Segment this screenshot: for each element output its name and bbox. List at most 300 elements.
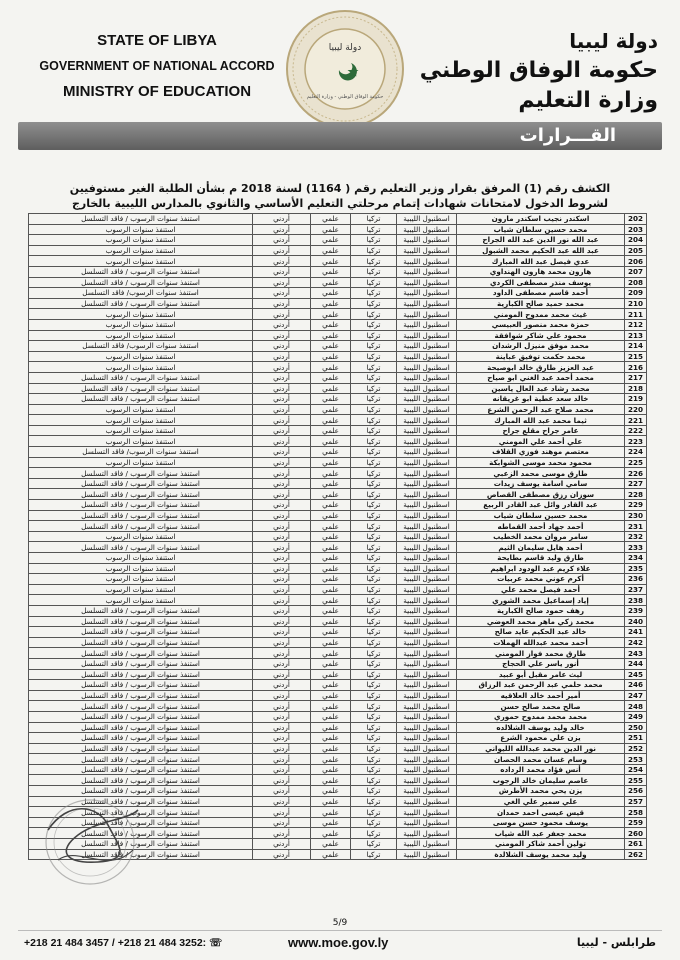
status-cell: استنفذ سنوات الرسوب / فاقد التسلسل [29,743,253,754]
nationality-cell: أردني [253,224,311,235]
student-name-cell: علي سمير علي الغي [457,796,625,807]
country-cell: تركيا [351,542,397,553]
nationality-cell: أردني [253,415,311,426]
status-cell: استنفذ سنوات الرسوب [29,563,253,574]
status-cell: استنفذ سنوات الرسوب / فاقد التسلسل [29,489,253,500]
school-cell: اسطنبول الليبية [397,457,457,468]
nationality-cell: أردني [253,425,311,436]
school-cell: اسطنبول الليبية [397,680,457,691]
country-cell: تركيا [351,404,397,415]
ministry-name-ar: وزارة التعليم [518,88,658,113]
status-cell: استنفذ سنوات الرسوب [29,330,253,341]
table-row [29,266,647,277]
phone-icon: ☏ [209,937,223,949]
student-name-cell: رهف حمود صالح الكبارية [457,605,625,616]
status-cell: استنفذ سنوات الرسوب / فاقد التسلسل [29,669,253,680]
status-cell: استنفذ سنوات الرسوب / فاقد التسلسل [29,839,253,850]
government-name-en: GOVERNMENT OF NATIONAL ACCORD [39,59,275,73]
table-row [29,637,647,648]
country-cell: تركيا [351,235,397,246]
country-cell: تركيا [351,500,397,511]
country-cell: تركيا [351,839,397,850]
student-name-cell: أحمد محمد عبدالله الهملات [457,637,625,648]
student-name-cell: عدي فيصل عبد الله المبارك [457,256,625,267]
student-name-cell: عبد العزيز طارق خالد ابوصيحة [457,362,625,373]
status-cell: استنفذ سنوات الرسوب / فاقد التسلسل [29,764,253,775]
school-cell: اسطنبول الليبية [397,595,457,606]
section-cell: علمي [311,775,351,786]
status-cell: استنفذ سنوات الرسوب / فاقد التسلسل [29,680,253,691]
school-cell: اسطنبول الليبية [397,839,457,850]
row-number-cell: 213 [625,330,647,341]
nationality-cell: أردني [253,256,311,267]
footer-city: طرابلس - ليبيا [576,936,656,949]
student-name-cell: محمد حلمي عبد الرحمن عبد الرزاق [457,680,625,691]
signature-stamp [38,790,148,890]
school-cell: اسطنبول الليبية [397,605,457,616]
row-number-cell: 254 [625,764,647,775]
nationality-cell: أردني [253,690,311,701]
section-cell: علمي [311,637,351,648]
nationality-cell: أردني [253,669,311,680]
section-cell: علمي [311,521,351,532]
row-number-cell: 260 [625,828,647,839]
country-cell: تركيا [351,690,397,701]
school-cell: اسطنبول الليبية [397,447,457,458]
nationality-cell: أردني [253,849,311,860]
row-number-cell: 209 [625,288,647,299]
country-cell: تركيا [351,849,397,860]
status-cell: استنفذ سنوات الرسوب / فاقد التسلسل [29,478,253,489]
school-cell: اسطنبول الليبية [397,521,457,532]
table-row [29,701,647,712]
country-cell: تركيا [351,743,397,754]
school-cell: اسطنبول الليبية [397,341,457,352]
country-cell: تركيا [351,669,397,680]
school-cell: اسطنبول الليبية [397,288,457,299]
nationality-cell: أردني [253,616,311,627]
school-cell: اسطنبول الليبية [397,478,457,489]
country-cell: تركيا [351,786,397,797]
nationality-cell: أردني [253,764,311,775]
nationality-cell: أردني [253,277,311,288]
country-cell: تركيا [351,362,397,373]
section-cell: علمي [311,447,351,458]
decisions-title: القـــرارات [519,125,616,146]
student-name-cell: أحمد هايل سليمان الثيم [457,542,625,553]
table-row [29,775,647,786]
table-row [29,605,647,616]
student-name-cell: أحمد قاسم مصطفى الداود [457,288,625,299]
status-cell: استنفذ سنوات الرسوب [29,256,253,267]
student-name-cell: ليث عامر مقبل أبو عبيد [457,669,625,680]
section-cell: علمي [311,584,351,595]
country-cell: تركيا [351,341,397,352]
row-number-cell: 237 [625,584,647,595]
section-cell: علمي [311,701,351,712]
status-cell: استنفذ سنوات الرسوب [29,574,253,585]
student-name-cell: إياد إسماعيل محمد الشوري [457,595,625,606]
table-row [29,563,647,574]
decisions-banner [18,122,662,150]
school-cell: اسطنبول الليبية [397,807,457,818]
country-cell: تركيا [351,447,397,458]
table-row [29,595,647,606]
nationality-cell: أردني [253,553,311,564]
country-cell: تركيا [351,510,397,521]
status-cell: استنفذ سنوات الرسوب [29,425,253,436]
student-name-cell: يوسف منذر مصطفى الكردي [457,277,625,288]
student-name-cell: عاصم سليمان خالد الرجوب [457,775,625,786]
school-cell: اسطنبول الليبية [397,786,457,797]
section-cell: علمي [311,214,351,225]
school-cell: اسطنبول الليبية [397,510,457,521]
status-cell: استنفذ سنوات الرسوب [29,351,253,362]
school-cell: اسطنبول الليبية [397,415,457,426]
row-number-cell: 244 [625,658,647,669]
student-name-cell: علاء كريم عبد الودود ابراهيم [457,563,625,574]
header-english [22,32,292,110]
row-number-cell: 211 [625,309,647,320]
table-row [29,616,647,627]
row-number-cell: 241 [625,627,647,638]
country-cell: تركيا [351,468,397,479]
table-row [29,288,647,299]
table-row [29,224,647,235]
section-cell: علمي [311,542,351,553]
status-cell: استنفذ سنوات الرسوب / فاقد التسلسل [29,383,253,394]
student-name-cell: طارق وليد قاسم بطايحة [457,553,625,564]
row-number-cell: 224 [625,447,647,458]
student-name-cell: معتصم موهند فوزي القلاف [457,447,625,458]
table-row [29,415,647,426]
country-cell: تركيا [351,754,397,765]
row-number-cell: 258 [625,807,647,818]
student-name-cell: يوسف محمود حسن موسى [457,817,625,828]
student-name-cell: سامر مروان محمد الخطيب [457,531,625,542]
row-number-cell: 229 [625,500,647,511]
table-row [29,436,647,447]
student-name-cell: محمد حسين سلطان شياب [457,510,625,521]
status-cell: استنفذ سنوات الرسوب / فاقد التسلسل [29,214,253,225]
school-cell: اسطنبول الليبية [397,309,457,320]
section-cell: علمي [311,817,351,828]
school-cell: اسطنبول الليبية [397,553,457,564]
nationality-cell: أردني [253,658,311,669]
row-number-cell: 225 [625,457,647,468]
status-cell: استنفذ سنوات الرسوب / فاقد التسلسل [29,500,253,511]
row-number-cell: 236 [625,574,647,585]
country-cell: تركيا [351,658,397,669]
status-cell: استنفذ سنوات الرسوب / فاقد التسلسل [29,542,253,553]
nationality-cell: أردني [253,447,311,458]
school-cell: اسطنبول الليبية [397,277,457,288]
school-cell: اسطنبول الليبية [397,214,457,225]
row-number-cell: 227 [625,478,647,489]
status-cell: استنفذ سنوات الرسوب / فاقد التسلسل [29,817,253,828]
row-number-cell: 257 [625,796,647,807]
status-cell: استنفذ سنوات الرسوب / فاقد التسلسل [29,277,253,288]
school-cell: اسطنبول الليبية [397,764,457,775]
section-cell: علمي [311,786,351,797]
section-cell: علمي [311,478,351,489]
table-row [29,510,647,521]
section-cell: علمي [311,828,351,839]
school-cell: اسطنبول الليبية [397,235,457,246]
school-cell: اسطنبول الليبية [397,489,457,500]
row-number-cell: 205 [625,245,647,256]
section-cell: علمي [311,468,351,479]
status-cell: استنفذ سنوات الرسوب [29,404,253,415]
seal-title: دولة ليبيا [328,43,362,53]
row-number-cell: 216 [625,362,647,373]
row-number-cell: 238 [625,595,647,606]
country-cell: تركيا [351,457,397,468]
row-number-cell: 203 [625,224,647,235]
school-cell: اسطنبول الليبية [397,404,457,415]
student-name-cell: محمد جعفر عبد الله شياب [457,828,625,839]
section-cell: علمي [311,669,351,680]
student-name-cell: صالح محمد صالح حسن [457,701,625,712]
school-cell: اسطنبول الليبية [397,362,457,373]
nationality-cell: أردني [253,637,311,648]
row-number-cell: 245 [625,669,647,680]
section-cell: علمي [311,595,351,606]
section-cell: علمي [311,436,351,447]
school-cell: اسطنبول الليبية [397,648,457,659]
government-name-ar: حكومة الوفاق الوطني [419,58,658,83]
section-cell: علمي [311,849,351,860]
table-row [29,743,647,754]
row-number-cell: 232 [625,531,647,542]
school-cell: اسطنبول الليبية [397,828,457,839]
row-number-cell: 206 [625,256,647,267]
page-number: 5/9 [332,918,348,928]
section-cell: علمي [311,733,351,744]
status-cell: استنفذ سنوات الرسوب / فاقد التسلسل [29,733,253,744]
school-cell: اسطنبول الليبية [397,669,457,680]
row-number-cell: 228 [625,489,647,500]
school-cell: اسطنبول الليبية [397,722,457,733]
header-arabic [418,26,658,116]
country-cell: تركيا [351,298,397,309]
nationality-cell: أردني [253,701,311,712]
nationality-cell: أردني [253,489,311,500]
student-name-cell: علي أحمد علي المومني [457,436,625,447]
table-row [29,404,647,415]
school-cell: اسطنبول الليبية [397,775,457,786]
status-cell: استنفذ سنوات الرسوب / فاقد التسلسل [29,637,253,648]
nationality-cell: أردني [253,796,311,807]
section-cell: علمي [311,224,351,235]
nationality-cell: أردني [253,500,311,511]
nationality-cell: أردني [253,680,311,691]
row-number-cell: 249 [625,711,647,722]
school-cell: اسطنبول الليبية [397,436,457,447]
school-cell: اسطنبول الليبية [397,224,457,235]
school-cell: اسطنبول الليبية [397,372,457,383]
school-cell: اسطنبول الليبية [397,574,457,585]
section-cell: علمي [311,574,351,585]
footer [18,930,662,955]
status-cell: استنفذ سنوات الرسوب / فاقد التسلسل [29,372,253,383]
row-number-cell: 252 [625,743,647,754]
school-cell: اسطنبول الليبية [397,817,457,828]
table-row [29,627,647,638]
section-cell: علمي [311,531,351,542]
school-cell: اسطنبول الليبية [397,383,457,394]
row-number-cell: 261 [625,839,647,850]
section-cell: علمي [311,500,351,511]
row-number-cell: 253 [625,754,647,765]
country-cell: تركيا [351,245,397,256]
country-cell: تركيا [351,733,397,744]
country-cell: تركيا [351,764,397,775]
table-row [29,277,647,288]
country-cell: تركيا [351,436,397,447]
seal-ring-text: حكومة الوفاق الوطني - وزارة التعليم [306,94,384,100]
table-row [29,319,647,330]
section-cell: علمي [311,722,351,733]
table-row [29,584,647,595]
status-cell: استنفذ سنوات الرسوب / فاقد التسلسل [29,468,253,479]
nationality-cell: أردني [253,457,311,468]
status-cell: استنفذ سنوات الرسوب [29,415,253,426]
nationality-cell: أردني [253,266,311,277]
nationality-cell: أردني [253,605,311,616]
row-number-cell: 219 [625,394,647,405]
status-cell: استنفذ سنوات الرسوب [29,362,253,373]
country-cell: تركيا [351,775,397,786]
table-row [29,648,647,659]
school-cell: اسطنبول الليبية [397,330,457,341]
table-row [29,214,647,225]
student-name-cell: وليد محمد يوسف الشلالدة [457,849,625,860]
nationality-cell: أردني [253,404,311,415]
country-cell: تركيا [351,637,397,648]
student-name-cell: أحمد جهاد أحمد القماطه [457,521,625,532]
student-name-cell: وسام غسان محمد الحصان [457,754,625,765]
school-cell: اسطنبول الليبية [397,542,457,553]
student-name-cell: أكرم عوني محمد عربيات [457,574,625,585]
student-name-cell: محمد حميد صالح الكبارية [457,298,625,309]
row-number-cell: 243 [625,648,647,659]
row-number-cell: 233 [625,542,647,553]
student-name-cell: محمد حسين سلطان شياب [457,224,625,235]
student-name-cell: طارق موسى محمد الزعبي [457,468,625,479]
table-row [29,754,647,765]
row-number-cell: 223 [625,436,647,447]
student-name-cell: هارون محمد هارون الهنداوي [457,266,625,277]
section-cell: علمي [311,341,351,352]
nationality-cell: أردني [253,372,311,383]
table-row [29,764,647,775]
table-row [29,531,647,542]
status-cell: استنفذ سنوات الرسوب / فاقد التسلسل [29,775,253,786]
nationality-cell: أردني [253,722,311,733]
footer-website: www.moe.gov.ly [288,935,389,950]
country-cell: تركيا [351,796,397,807]
section-cell: علمي [311,754,351,765]
school-cell: اسطنبول الليبية [397,627,457,638]
nationality-cell: أردني [253,754,311,765]
student-name-cell: محمد حكمت توفيق عباينة [457,351,625,362]
student-name-cell: سامي اسامة يوسف زيدات [457,478,625,489]
student-name-cell: محمد محمد ممدوح حموري [457,711,625,722]
country-cell: تركيا [351,256,397,267]
status-cell: استنفذ سنوات الرسوب / فاقد التسلسل [29,605,253,616]
table-row [29,309,647,320]
nationality-cell: أردني [253,817,311,828]
row-number-cell: 215 [625,351,647,362]
section-cell: علمي [311,394,351,405]
nationality-cell: أردني [253,542,311,553]
nationality-cell: أردني [253,828,311,839]
school-cell: اسطنبول الليبية [397,468,457,479]
nationality-cell: أردني [253,510,311,521]
section-cell: علمي [311,362,351,373]
nationality-cell: أردني [253,436,311,447]
school-cell: اسطنبول الليبية [397,531,457,542]
section-cell: علمي [311,680,351,691]
country-cell: تركيا [351,595,397,606]
row-number-cell: 255 [625,775,647,786]
nationality-cell: أردني [253,627,311,638]
row-number-cell: 251 [625,733,647,744]
row-number-cell: 208 [625,277,647,288]
country-cell: تركيا [351,711,397,722]
table-row [29,256,647,267]
school-cell: اسطنبول الليبية [397,754,457,765]
status-cell: استنفذ سنوات الرسوب / فاقد التسلسل [29,298,253,309]
school-cell: اسطنبول الليبية [397,245,457,256]
school-cell: اسطنبول الليبية [397,563,457,574]
student-name-cell: نور الدين محمد عبدالله الليواني [457,743,625,754]
section-cell: علمي [311,807,351,818]
country-cell: تركيا [351,383,397,394]
nationality-cell: أردني [253,807,311,818]
row-number-cell: 202 [625,214,647,225]
table-row [29,245,647,256]
status-cell: استنفذ سنوات الرسوب / فاقد التسلسل [29,510,253,521]
row-number-cell: 207 [625,266,647,277]
status-cell: استنفذ سنوات الرسوب / فاقد التسلسل [29,521,253,532]
status-cell: استنفذ سنوات الرسوب [29,553,253,564]
school-cell: اسطنبول الليبية [397,796,457,807]
student-name-cell: سوزان رزق مصطفى القصاص [457,489,625,500]
table-row [29,553,647,564]
student-name-cell: يزن يحي محمد الأطرش [457,786,625,797]
country-cell: تركيا [351,351,397,362]
country-cell: تركيا [351,288,397,299]
row-number-cell: 262 [625,849,647,860]
table-row [29,669,647,680]
status-cell: استنفذ سنوات الرسوب [29,319,253,330]
nationality-cell: أردني [253,330,311,341]
table-row [29,330,647,341]
section-cell: علمي [311,425,351,436]
country-cell: تركيا [351,574,397,585]
student-name-cell: محمد رشاد عبد العال ياسين [457,383,625,394]
school-cell: اسطنبول الليبية [397,733,457,744]
school-cell: اسطنبول الليبية [397,351,457,362]
student-name-cell: محمد زكي ماهر محمد العوضي [457,616,625,627]
ministry-seal-logo [284,8,406,130]
row-number-cell: 239 [625,605,647,616]
nationality-cell: أردني [253,288,311,299]
row-number-cell: 247 [625,690,647,701]
table-row [29,341,647,352]
